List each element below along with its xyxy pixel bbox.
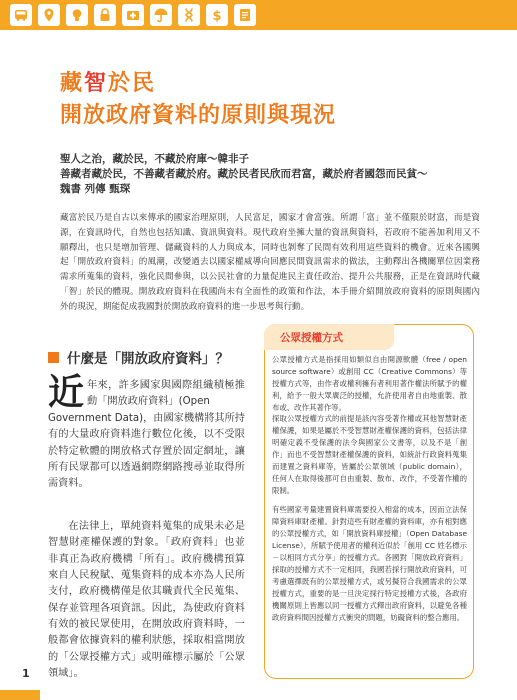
location-pin-icon: [38, 4, 60, 26]
title-char-2: 智: [84, 71, 109, 96]
medical-icon: [122, 4, 144, 26]
footer-corner-accent: [0, 690, 40, 700]
sidebar-title: 公眾授權方式: [280, 331, 343, 344]
page-number: 1: [22, 667, 30, 680]
dna-icon: [178, 4, 200, 26]
lightbulb-icon: [66, 4, 88, 26]
school-bus-icon: [10, 4, 32, 26]
epigraph-quote-3: 魏書 列傳 甄琛: [60, 183, 131, 195]
body-paragraph-2: 在法律上，單純資料蒐集的成果未必是智慧財產權保護的對象。「政府資料」也並非真正為政府機構「所有」。政府機構預算來自人民稅賦、蒐集資料的成本亦為人民所支付，政府機構僅是依其職責代全民蒐集、保存並管理各項資訊。因此，為使政府資料有效的被民眾使用，在開放政府資料時，一般都會依據資料的權利狀態，採取相當開放的「公眾授權方式」或明確標示屬於「公眾領域」。: [48, 521, 245, 679]
sidebar-paragraph-2: 探取公眾授權方式的前提是該內容受著作權或其他智慧財產權保護，如果是屬於不受智慧財產權保護的資料，包括法律明確定義不受保護的法令與國家公文書等，以及不是「創作」而也不受智慧財產權保護的資料，如統計行政資料蒐集而建置之資料庫等，皆屬於公眾領域（public domain），任何人在取得後都可自由重製、散布、改作，不受著作權的限制。: [272, 414, 467, 495]
title-char-1: 藏: [60, 71, 85, 96]
sidebar-tab: [264, 324, 394, 350]
svg-text:$: $: [212, 9, 222, 23]
page-title-line1: [60, 66, 156, 97]
body-paragraph-1-continued: Government Data)，由國家機構將其所持有的大量政府資料進行數位化後，以不受限於特定軟體的開放格式存置於固定網址，讓所有民眾都可以透過網際網路搜尋並取得所需資料。: [48, 413, 245, 490]
epigraph-quote-2: 善藏者藏於民，不善藏者藏於府。藏於民者民欣而君富，藏於府者國怨而民貧～: [60, 168, 428, 180]
epigraph-quote-1: 聖人之治，藏於民，不藏於府庫～韓非子: [60, 153, 249, 165]
intro-paragraph: 藏富於民乃是自古以來傳承的國家治理原則，人民富足，國家才會富強。所謂「富」並不僅限於財富，而是資源，在資訊時代，自然也包括知識、資訊與資料。現代政府坐擁大量的資訊與資料，若政府不能善加利用又不願釋出，也只是增加管理、儲藏資料的人力與成本，同時也剝奪了民間有效利用這些資料的機會。近來各國興起「開放政府資料」的風潮，改變過去以國家權威導向回應民間資訊需求的做法，主動釋出各機關單位因業務需求所蒐集的資料，強化民間參與，以公民社會的力量促進民主責任政治、提升公共服務，正是在資訊時代藏「智」於民的體現。開放政府資料在我國尚未有全面性的政策和作法，本手冊介紹開放政府資料的原則與國內外的現況，期能促成我國對於開放政府資料的進一步思考與行動。: [60, 213, 480, 312]
notepad-icon: [234, 4, 256, 26]
header-icon-bar: [0, 0, 517, 30]
section-bullet-icon: [48, 352, 59, 363]
drop-cap: 近: [48, 372, 85, 413]
page-title-line2: 開放政府資料的原則與現況: [60, 103, 337, 128]
body-paragraph-1-start: 年來，許多國家與國際組織積極推動「開放政府資料」(Open: [87, 380, 245, 408]
sidebar-paragraph-3: 有些國家考量建置資料庫需要投入相當的成本，因而立法保障資料庫財產權。針對這些有財產權的資料庫，亦有相對應的公眾授權方式，如「開放資料庫授權」（Open Database License），所賦予使用者的權利近似於「創用 CC 姓名標示－以相同方式分享」的授權方式。各國對「開放政府資料」採取的授權方式不一定相同，我國若採行開放政府資料，可考慮選擇既有的公眾授權方式，或另擬符合我國需求的公眾授權方式，重要的是一旦決定採行特定授權方式後，各政府機關原則上皆應以同一授權方式釋出政府資料，以避免各種政府資料間因授權方式衝突的問題，妨礙資料的整合應用。: [272, 505, 467, 622]
section-heading: [48, 347, 229, 367]
title-char-3: 於: [108, 71, 133, 96]
lock-icon: [94, 4, 116, 26]
sidebar-paragraph-1: 公眾授權方式是指採用如類似自由開源軟體（free / open source software）或創用 CC（Creative Commons）等授權方式等，由作者或權利擁有者利用著作權法所賦予的權利，給予一般大眾廣泛的授權，允許使用者自由地重製、散布或、改作其著作等。: [272, 355, 467, 412]
dollar-icon: [206, 4, 228, 26]
title-char-4: 民: [132, 71, 157, 96]
umbrella-icon: [150, 4, 172, 26]
section-title: 什麼是「開放政府資料」？: [67, 351, 229, 367]
